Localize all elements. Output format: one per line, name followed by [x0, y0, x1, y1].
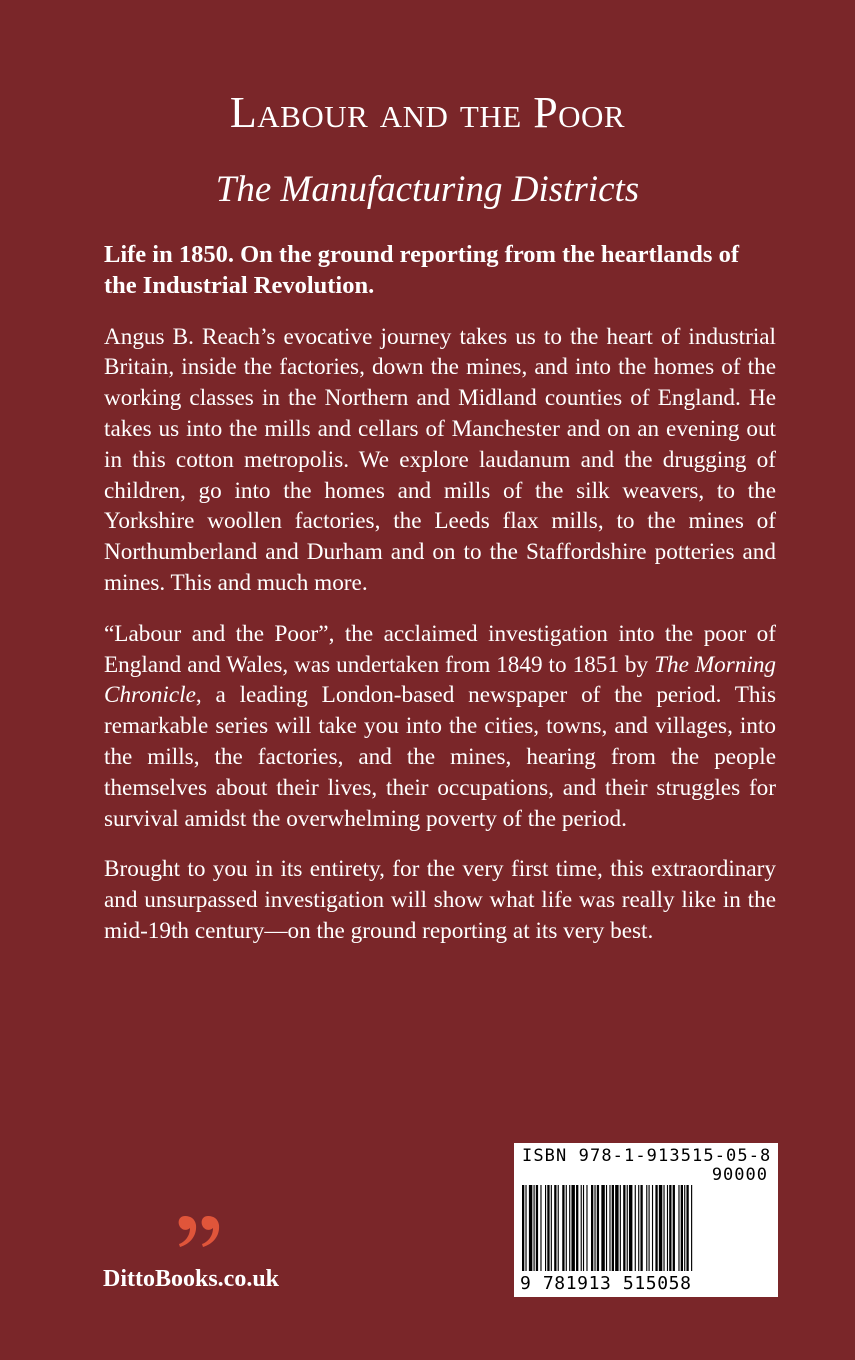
barcode-bar [686, 1185, 688, 1271]
barcode-bar [583, 1185, 584, 1271]
barcode-bar [627, 1185, 628, 1271]
barcode-bar [638, 1185, 639, 1271]
barcode-bar [551, 1185, 552, 1271]
barcode-bar [581, 1185, 582, 1271]
barcode-bar [545, 1185, 546, 1271]
barcode-bar [649, 1185, 650, 1271]
barcode-bar [571, 1185, 574, 1271]
barcode-bar [691, 1185, 692, 1271]
barcode-bar [540, 1185, 541, 1271]
publisher-website: DittoBooks.co.uk [103, 1266, 280, 1292]
blurb-paragraph-3: Brought to you in its entirety, for the very first time, this extraordinary and unsurpassed investigation will show what life was really like in the mid-19th century—on the ground reporting at its very best. [104, 856, 776, 944]
barcode-bar [681, 1185, 683, 1271]
barcode-bar [673, 1185, 675, 1271]
barcode-bar [594, 1185, 595, 1271]
barcode-bar [534, 1185, 535, 1271]
quote-mark-icon [175, 1210, 225, 1260]
barcode-bar [655, 1185, 657, 1271]
barcode-bar [586, 1185, 587, 1271]
barcode-bar [569, 1185, 570, 1271]
barcode-bar [566, 1185, 567, 1271]
barcode-bar [562, 1185, 564, 1271]
blurb-paragraph-2-start: “Labour and the Poor”, the acclaimed investigation into the poor of England and Wales, was undertaken from 1849 to 1851 by [104, 620, 776, 678]
isbn-barcode [514, 1143, 778, 1297]
barcode-bar [612, 1185, 614, 1271]
barcode-bar [629, 1185, 632, 1271]
barcode-bar [522, 1185, 524, 1271]
barcode-bar [620, 1185, 621, 1271]
barcode-bar [684, 1185, 685, 1271]
blurb-paragraph-1: Angus B. Reach’s evocative journey takes us to the heart of industrial Britain, inside the factories, down the mines, and into the homes of the working classes in the Northern and Midland counties of England. He takes us into the mills and cellars of Manchester and on an evening out in this cotton metropolis. We explore laudanum and the drugging of children, go into the homes and mills of the silk weavers, to the Yorkshire woollen factories, the Leeds flax mills, to the mines of Northumberland and Durham and on to the Staffordshire potteries and mines. This and much more. [104, 323, 776, 596]
barcode-bar [615, 1185, 618, 1271]
barcode-bar [609, 1185, 610, 1271]
barcode-bar [554, 1185, 556, 1271]
blurb [104, 240, 776, 967]
barcode-bar [547, 1185, 549, 1271]
barcode-bar [601, 1185, 604, 1271]
barcode-bar [667, 1185, 668, 1271]
barcode-digits: 9 781913 515058 [520, 1273, 692, 1294]
barcode-bar [623, 1185, 625, 1271]
barcode-bar [646, 1185, 647, 1271]
book-subtitle: The Manufacturing Districts [215, 169, 640, 210]
barcode-bar [678, 1185, 679, 1271]
barcode-bar [525, 1185, 526, 1271]
isbn-label: ISBN 978-1-913515-05-8 [522, 1146, 772, 1166]
barcode-bar [576, 1185, 578, 1271]
barcode-bar [659, 1185, 662, 1271]
barcode-bar [536, 1185, 538, 1271]
blurb-paragraph-2-end: , a leading London-based newspaper of the period. This remarkable series will take you into the cities, towns, and villages, into the mills, the factories, and the mines, hearing from the people themselves about their lives, their occupations, and their struggles for survival amidst the overwhelming poverty of the period. [104, 682, 776, 832]
blurb-paragraph-2 [104, 619, 776, 835]
blurb-lead: Life in 1850. On the ground reporting from the heartlands of the Industrial Revolution. [104, 241, 739, 299]
barcode-bar [606, 1185, 607, 1271]
barcode-bar [529, 1185, 532, 1271]
barcode-bar [591, 1185, 593, 1271]
barcode-bar [558, 1185, 559, 1271]
price-code: 90000 [711, 1165, 768, 1185]
barcode-bar [635, 1185, 636, 1271]
barcode-bar [669, 1185, 671, 1271]
barcode-bar [663, 1185, 664, 1271]
book-title: Labour and the Poor [229, 88, 626, 137]
barcode-bar [597, 1185, 599, 1271]
newspaper-name: The Morning Chronicle [104, 651, 777, 709]
barcode-bar [640, 1185, 642, 1271]
barcode-bar [652, 1185, 653, 1271]
